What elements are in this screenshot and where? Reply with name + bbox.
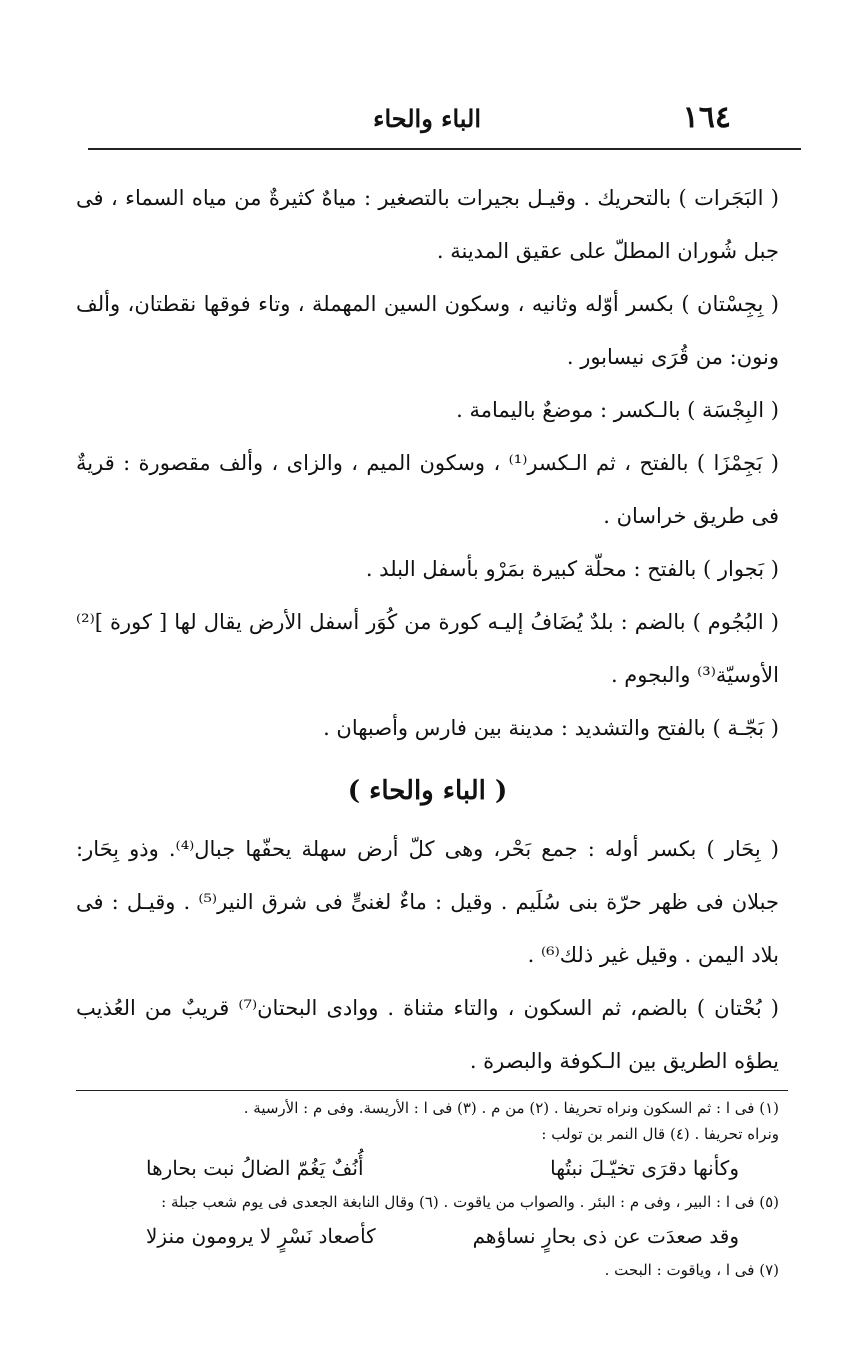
entry: ( البِجْسَة ) بالـكسر : موضعٌ باليمامة . xyxy=(456,398,779,422)
verse-hemistich-right: وقد صعدَت عن ذى بحارٍ نساؤهم xyxy=(472,1224,739,1248)
verse-hemistich-right: وكأنها دقرَى تخيّـلَ نبتُها xyxy=(550,1156,739,1180)
entry: ( بَجِمْزَا ) بالفتح ، ثم الـكسر⁽¹⁾ ، وسكون الميم ، والزاى ، وألف مقصورة : قريةٌ فى طريق خراسان . xyxy=(76,451,779,528)
section-title: ( الباء والحاء ) xyxy=(347,776,508,806)
entry: ( بَجوار ) بالفتح : محلّة كبيرة بمَرْو بأسفل البلد . xyxy=(365,557,779,581)
entry: ( بُحْتان ) بالضم، ثم السكون ، والتاء مثناة . ووادى البحتان⁽⁷⁾ قريبٌ من العُذيب يطؤه الطريق بين الـكوفة والبصرة . xyxy=(76,996,779,1073)
footnotes xyxy=(76,1095,779,1283)
verse-hemistich-left: أُنُفٌ يَغُمّ الضالُ نبت بحارها xyxy=(146,1156,364,1180)
header-rule xyxy=(88,148,801,150)
entry: ( بِجِسْتان ) بكسر أوّله وثانيه ، وسكون السين المهملة ، وتاء فوقها نقطتان، وألف ونون: من قُرَى نيسابور . xyxy=(76,292,779,369)
entry: ( البَجَرات ) بالتحريك . وقيـل بجيرات بالتصغير : مياهٌ كثيرةٌ من مياه السماء ، فى جبل شُوران المطلّ على عقيق المدينة . xyxy=(76,186,779,263)
verse xyxy=(76,1147,779,1189)
main-text xyxy=(76,172,779,1088)
footnote-rule xyxy=(76,1090,788,1091)
verse-hemistich-left: كأصعاد نَسْرٍ لا يرومون منزلا xyxy=(146,1224,376,1248)
page-header xyxy=(120,100,731,144)
footnote-line: (٥) فى ا : البير ، وفى م : البئر . والصواب من ياقوت . (٦) وقال النابغة الجعدى فى يوم شعب جبلة : xyxy=(161,1193,779,1211)
entry: ( البُجُوم ) بالضم : بلدٌ يُضَافُ إليـه كورة من كُوَر أسفل الأرض يقال لها [ كورة ]⁽²⁾ الأوسيّة⁽³⁾ والبجوم . xyxy=(76,610,779,687)
entry: ( بَجّـة ) بالفتح والتشديد : مدينة بين فارس وأصبهان . xyxy=(323,716,779,740)
entry: ( بِحَار ) بكسر أوله : جمع بَحْر، وهى كلّ أرض سهلة يحفّها جبال⁽⁴⁾. وذو بِحَار: جبلان فى ظهر حرّة بنى سُلَيم . وقيل : ماءٌ لغنىٍّ فى شرق النير⁽⁵⁾ . وقيـل : فى بلاد اليمن . وقيل غير ذلك⁽⁶⁾ . xyxy=(76,837,780,967)
running-title: الباء والحاء xyxy=(373,104,481,133)
footnote-line: (٧) فى ا ، وياقوت : البحت . xyxy=(604,1261,779,1279)
footnote-line: (١) فى ا : ثم السكون ونراه تحريفا . (٢) من م . (٣) فى ا : الأريسة. وفى م : الأرسية . xyxy=(243,1099,779,1117)
footnote-line: ونراه تحريفا . (٤) قال النمر بن تولب : xyxy=(541,1125,779,1143)
page-number: ١٦٤ xyxy=(682,100,731,135)
verse xyxy=(76,1215,779,1257)
